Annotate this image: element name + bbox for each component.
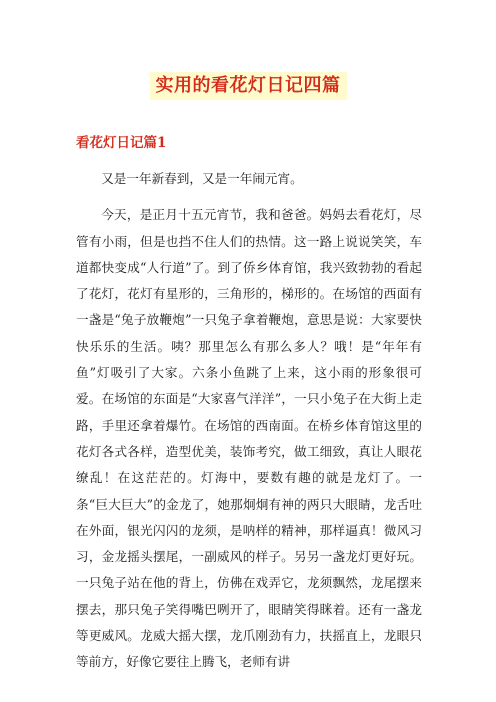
- document-body: [76, 166, 422, 686]
- section-heading: 看花灯日记篇1: [76, 135, 167, 151]
- paragraph: 今天，是正月十五元宵节，我和爸爸。妈妈去看花灯，尽管有小雨，但是也挡不住人们的热情。这一路上说说笑笑，车道都快变成“人行道”了。到了侨乡体育馆，我兴致勃勃的看起了花灯，花灯有星形的，三角形的，梯形的。在场馆的西面有一盏是“兔子放鞭炮”一只兔子拿着鞭炮，意思是说：大家要快快乐乐的生活。咦？那里怎么有那么多人？哦！是“年年有鱼”灯吸引了大家。六条小鱼跳了上来，这小雨的形象很可爱。在场馆的东面是“大家喜气洋洋”，一只小兔子在大街上走路，手里还拿着爆竹。在场馆的西南面。在桥乡体育馆这里的花灯各式各样，造型优美，装饰考究，做工细致，真让人眼花缭乱！在这茫茫的。灯海中，要数有趣的就是龙灯了。一条“巨大巨大”的金龙了，她那炯炯有神的两只大眼睛，龙舌吐在外面，银光闪闪的龙须，是呐样的精神，那样逼真！微风习习，金龙摇头摆尾，一副威风的样子。另另一盏龙灯更好玩。一只兔子站在他的背上，仿佛在戏弄它，龙须飘然，龙尾摆来摆去，那只兔子笑得嘴巴咧开了，眼睛笑得眯着。还有一盏龙等更威风。龙威大摇大摆，龙爪刚劲有力，扶摇直上，龙眼只等前方，好像它要往上腾飞，老师有讲: [76, 207, 422, 670]
- document-title: 实用的看花灯日记四篇: [150, 72, 347, 100]
- title-wrap: [0, 72, 496, 100]
- paragraph: 又是一年新春到，又是一年闹元宵。: [101, 171, 303, 186]
